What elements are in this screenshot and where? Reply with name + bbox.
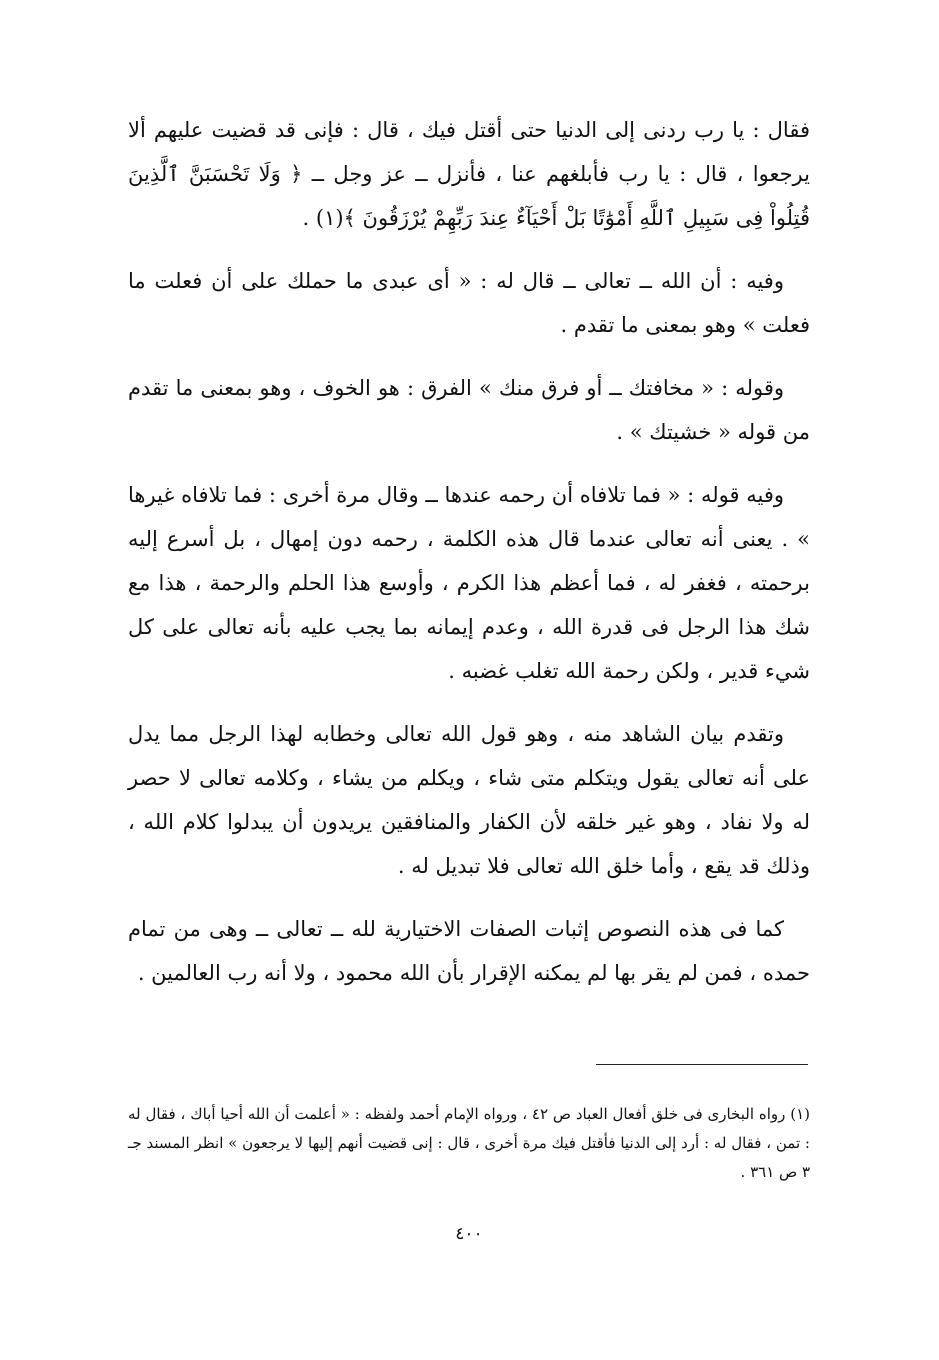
main-text: [128, 108, 810, 1014]
page-number: ٤٠٠: [455, 1224, 483, 1244]
footnote-divider: [596, 1064, 808, 1065]
paragraph-1: فقال : يا رب ردنى إلى الدنيا حتى أقتل فيك ، قال : فإنى قد قضيت عليهم ألا يرجعوا ، قال : يا رب فأبلغهم عنا ، فأنزل ــ عز وجل ــ ﴿ وَلَا تَحْسَبَنَّ ٱلَّذِينَ قُتِلُواْ فِى سَبِيلِ ٱللَّهِ أَمْوَٰتًا بَلْ أَحْيَآءٌ عِندَ رَبِّهِمْ يُرْزَقُونَ ﴾(١) .: [128, 118, 810, 230]
footnotes: [128, 1100, 810, 1187]
paragraph-5: وتقدم بيان الشاهد منه ، وهو قول الله تعالى وخطابه لهذا الرجل مما يدل على أنه تعالى يقول ويتكلم متى شاء ، ويكلم من يشاء ، وكلامه تعالى لا حصر له ولا نفاد ، وهو غير خلقه لأن الكفار والمنافقين يريدون أن يبدلوا كلام الله ، وذلك قد يقع ، وأما خلق الله تعالى فلا تبديل له .: [128, 722, 810, 878]
paragraph-6: كما فى هذه النصوص إثبات الصفات الاختيارية لله ــ تعالى ــ وهى من تمام حمده ، فمن لم يقر بها لم يمكنه الإقرار بأن الله محمود ، ولا أنه رب العالمين .: [128, 917, 810, 985]
paragraph-3: وقوله : « مخافتك ــ أو فرق منك » الفرق : هو الخوف ، وهو بمعنى ما تقدم من قوله « خشيتك » .: [128, 376, 810, 444]
footnote-1: (١) رواه البخارى فى خلق أفعال العباد ص ٤٢ ، ورواه الإمام أحمد ولفظه : « أعلمت أن الله أحيا أباك ، فقال له : تمن ، فقال له : أرد إلى الدنيا فأقتل فيك مرة أخرى ، قال : إنى قضيت أنهم إليها لا يرجعون » انظر المسند جـ ٣ ص ٣٦١ .: [128, 1105, 810, 1181]
paragraph-2: وفيه : أن الله ــ تعالى ــ قال له : « أى عبدى ما حملك على أن فعلت ما فعلت » وهو بمعنى ما تقدم .: [128, 269, 810, 337]
paragraph-4: وفيه قوله : « فما تلافاه أن رحمه عندها ــ وقال مرة أخرى : فما تلافاه غيرها » . يعنى أنه تعالى عندما قال هذه الكلمة ، رحمه دون إمهال ، بل أسرع إليه برحمته ، فغفر له ، فما أعظم هذا الكرم ، وأوسع هذا الحلم والرحمة ، هذا مع شك هذا الرجل فى قدرة الله ، وعدم إيمانه بما يجب عليه بأنه تعالى على كل شيء قدير ، ولكن رحمة الله تغلب غضبه .: [128, 483, 810, 683]
